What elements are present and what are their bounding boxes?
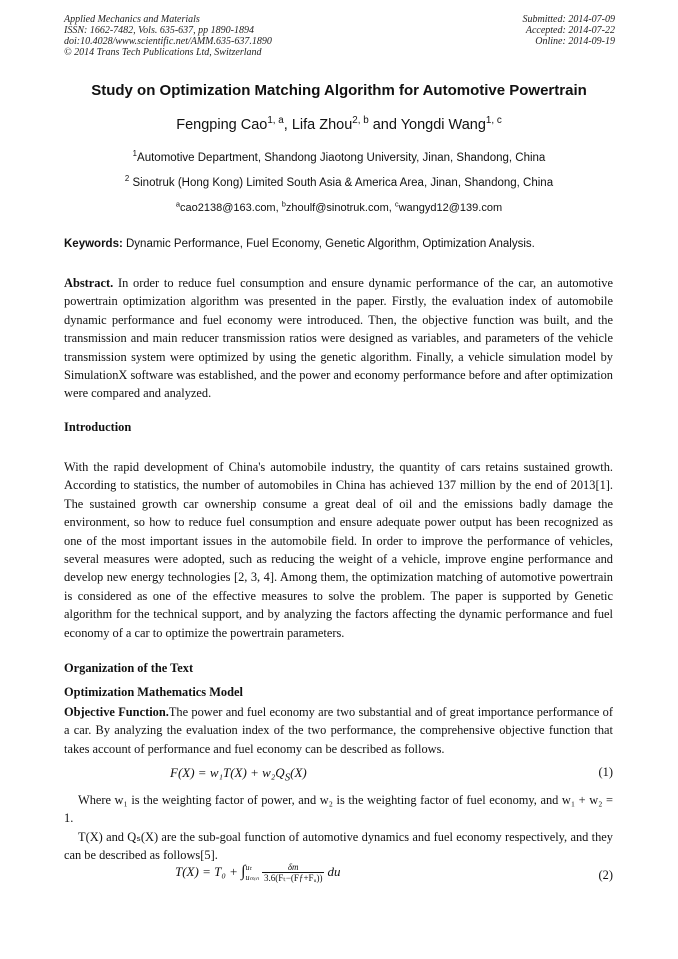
aff-sup: 2: [124, 174, 130, 184]
equation-number: (1): [598, 765, 613, 779]
author-emails: [0, 199, 678, 214]
email-sup: c: [394, 199, 399, 209]
eq2-tail: du: [327, 863, 341, 879]
submitted-date: Submitted: 2014-07-09: [522, 14, 615, 25]
eq2-lhs: T(X) = T₀ +: [175, 863, 242, 879]
author-name: Lifa Zhou: [291, 117, 353, 133]
author-sup: 2, b: [352, 115, 369, 127]
eq2-numerator: δm: [262, 862, 325, 873]
email: zhoulf@sinotruk.com,: [285, 202, 395, 214]
equation-2: [175, 862, 340, 884]
aff-text: Automotive Department, Shandong Jiaotong University, Jinan, Shandong, China: [137, 152, 546, 164]
dates-header: [523, 14, 616, 47]
objective-function-paragraph: [64, 703, 613, 758]
equation-1: [170, 765, 307, 784]
aff-sup: 1: [132, 149, 138, 159]
eq2-denominator: 3.6(Fₜ−(Fƒ+Fᵤ)): [263, 873, 323, 883]
email-sup: a: [175, 199, 181, 209]
author-name: Yongdi Wang: [400, 117, 486, 133]
eq-sub: S: [284, 771, 291, 784]
journal-name: Applied Mechanics and Materials: [64, 14, 200, 25]
keywords-label: Keywords:: [64, 238, 123, 250]
aff-text: Sinotruk (Hong Kong) Limited South Asia & America Area, Jinan, Shandong, China: [132, 177, 554, 189]
copyright-line: © 2014 Trans Tech Publications Ltd, Switzerland: [64, 47, 262, 58]
equation-explanation: [64, 791, 613, 865]
eq2-fraction: [262, 862, 325, 884]
author-sup: 1, c: [485, 115, 502, 127]
subsection-heading: Optimization Mathematics Model: [64, 685, 243, 699]
author-name: Fengping Cao: [176, 117, 268, 133]
issn-line: ISSN: 1662-7482, Vols. 635-637, pp 1890-1894: [64, 25, 254, 36]
objective-label: Objective Function.: [64, 705, 169, 719]
affiliation-2: [0, 174, 678, 189]
objective-text: The power and fuel economy are two substantial and of great importance performance of a car. By analyzing the evaluation index of the two performance, the comprehensive objective function that takes account of performance and fuel economy can be described as follows.: [64, 705, 613, 756]
keywords: [64, 238, 616, 250]
paper-title: Study on Optimization Matching Algorithm for Automotive Powertrain: [91, 82, 587, 99]
subgoal-paragraph: T(X) and Qₛ(X) are the sub-goal function of automotive dynamics and fuel economy respectively, and they can be described as follows[5].: [64, 829, 613, 863]
eq-tail: (X): [290, 765, 307, 780]
author-list: [0, 117, 678, 133]
email: wangyd12@139.com: [398, 202, 503, 214]
upper-limit: uₜ: [245, 863, 252, 872]
email: cao2138@163.com,: [180, 202, 282, 214]
introduction-text: With the rapid development of China's automobile industry, the quantity of cars retains sustained growth. According to statistics, the number of automobiles in China has achieved 137 million by the end of 2013[1]. The sustained growth car ownership consume a great deal of oil and the emissions badly damage the environment, so how to reduce fuel consumption and ensure adequate power output has been recognized as one of the most important issues in the automobile field. In order to improve the performance of vehicles, several measures were adopted, such as reducing the weight of a vehicle, improve engine performance and develop new energy technologies [2, 3, 4]. Among them, the optimization matching of automotive powertrain is considered as one of the effective measures to solve the problem. The paper is supported by Genetic algorithm for the technical support, and by analyzing the factors affecting the dynamic performance and fuel economy of a car to optimize the powertrain parameters.: [64, 460, 613, 640]
author-sup: 1, a: [267, 115, 284, 127]
equation-number: (2): [598, 868, 613, 882]
author-sep: and: [368, 117, 401, 133]
abstract-text: In order to reduce fuel consumption and ensure dynamic performance of the car, an automotive powertrain optimization algorithm was presented in the paper. Firstly, the evaluation index of automobile dynamic performance and fuel economy were introduced. Then, the objective function was built, and the transmission and main reducer transmission ratios were designed as variables, and parameters of the vehicle transmission system were optimized by using the genetic algorithm. Finally, a vehicle simulation model by SimulationX software was established, and the power and economy performance before and after optimization were compared and analyzed.: [64, 276, 613, 401]
where-paragraph: Where w₁ is the weighting factor of power, and w₂ is the weighting factor of fuel economy, and w₁ + w₂ = 1.: [64, 793, 613, 826]
doi-line: doi:10.4028/www.scientific.net/AMM.635-637.1890: [64, 36, 272, 47]
integral-limits: [246, 863, 259, 883]
eq-body: F(X) = w₁T(X) + w₂Q: [170, 765, 285, 780]
online-date: Online: 2014-09-19: [535, 36, 615, 47]
lower-limit: uₘᵢₙ: [245, 873, 259, 882]
journal-header: [64, 14, 272, 58]
email-sup: b: [281, 199, 286, 209]
section-heading-introduction: Introduction: [64, 420, 132, 434]
accepted-date: Accepted: 2014-07-22: [525, 25, 615, 36]
keywords-text: Dynamic Performance, Fuel Economy, Genetic Algorithm, Optimization Analysis.: [122, 238, 535, 250]
section-heading-organization: Organization of the Text: [64, 661, 194, 675]
abstract-label: Abstract.: [64, 276, 114, 290]
integral-icon: ∫: [241, 862, 246, 880]
author-sep: ,: [283, 117, 292, 133]
abstract: [64, 274, 613, 403]
affiliation-1: [0, 149, 678, 164]
